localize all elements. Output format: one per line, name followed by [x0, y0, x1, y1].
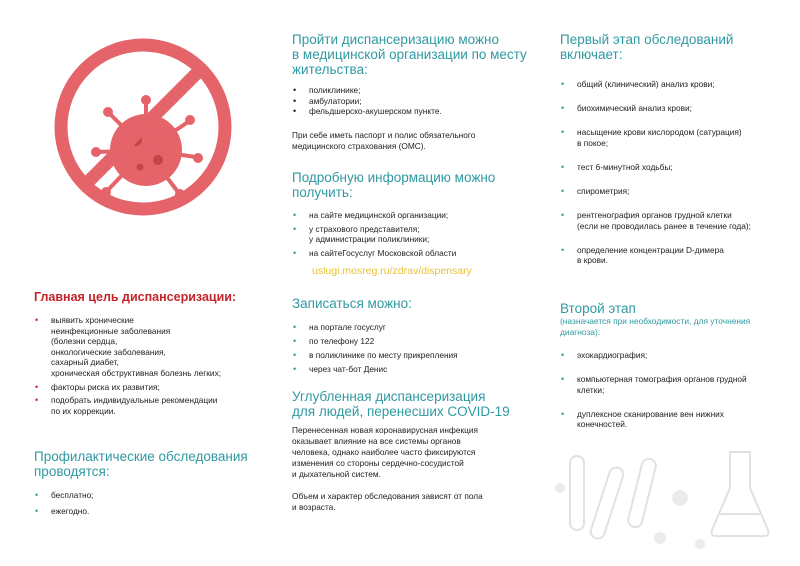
covid-heading: Углубленная диспансеризация для людей, перенесших COVID-19 — [292, 389, 510, 419]
stage1-list — [560, 79, 785, 266]
no-virus-icon — [48, 32, 238, 222]
goal-list — [34, 315, 259, 416]
list-item: • общий (клинический) анализ крови; — [560, 79, 785, 90]
test-tube-icon — [570, 456, 657, 540]
list-item: • бесплатно; — [34, 490, 259, 501]
list-item: • на сайтеГосуслуг Московской области — [292, 248, 542, 259]
list-item: • у страхового представителя; у администрации поликлиники; — [292, 224, 542, 245]
stage2-heading: Второй этап — [560, 301, 636, 316]
where-heading: Пройти диспансеризацию можно в медицинской организации по месту жительства: — [292, 32, 527, 77]
list-item: • спирометрия; — [560, 186, 785, 197]
covid-text-2: Объем и характер обследования зависят от пола и возраста. — [292, 491, 483, 512]
signup-list — [292, 322, 542, 375]
info-list — [292, 210, 542, 258]
list-item: • ежегодно. — [34, 506, 259, 517]
list-item: • насыщение крови кислородом (сатурация) в покое; — [560, 127, 785, 148]
list-item: • рентгенография органов грудной клетки (если не проводилась ранее в течение года); — [560, 210, 785, 231]
dispensary-link[interactable]: uslugi.mosreg.ru/zdrav/dispensary — [312, 265, 472, 277]
stage2-note: (назначается при необходимости, для уточнения диагноза): — [560, 316, 751, 337]
list-item: • выявить хронические неинфекционные заболевания (болезни сердца, онкологические заболевания, сахарный диабет, хроническая обструктивная болезнь легких; — [34, 315, 259, 379]
list-item: • факторы риска их развития; — [34, 382, 259, 393]
list-item: • определение концентрации D-димера в крови. — [560, 245, 785, 266]
list-item: • на портале госуслуг — [292, 322, 542, 333]
list-item: • поликлинике; — [292, 85, 532, 96]
list-item: • на сайте медицинской организации; — [292, 210, 542, 221]
stage2-list — [560, 350, 785, 430]
list-item: • дуплексное сканирование вен нижних конечностей. — [560, 409, 785, 430]
list-item: • тест 6-минутной ходьбы; — [560, 162, 785, 173]
signup-heading: Записаться можно: — [292, 296, 412, 311]
covid-text: Перенесенная новая коронавирусная инфекция оказывает влияние на все системы органов человека, однако наиболее часто фиксируются изменения со стороны сердечно-сосудистой и дыхательной систем. — [292, 425, 478, 479]
stage1-heading: Первый этап обследований включает: — [560, 32, 734, 62]
list-item: • подобрать индивидуальные рекомендации по их коррекции. — [34, 395, 259, 416]
lab-illustration — [540, 448, 780, 558]
flask-icon — [712, 452, 769, 536]
info-heading: Подробную информацию можно получить: — [292, 170, 496, 200]
goal-heading: Главная цель диспансеризации: — [34, 290, 237, 304]
list-item: • через чат-бот Денис — [292, 364, 542, 375]
list-item: • амбулатории; — [292, 96, 532, 107]
list-item: • фельдшерско-акушерском пункте. — [292, 106, 532, 117]
prevent-heading: Профилактические обследования проводятся: — [34, 449, 248, 479]
list-item: • компьютерная томография органов грудной клетки; — [560, 374, 785, 395]
list-item: • по телефону 122 — [292, 336, 542, 347]
list-item: • биохимический анализ крови; — [560, 103, 785, 114]
where-list — [292, 85, 532, 117]
list-item: • в поликлинике по месту прикрепления — [292, 350, 542, 361]
docs-text: При себе иметь паспорт и полис обязательного медицинского страхования (ОМС). — [292, 130, 476, 151]
list-item: • эхокардиография; — [560, 350, 785, 361]
prevent-list — [34, 490, 259, 516]
